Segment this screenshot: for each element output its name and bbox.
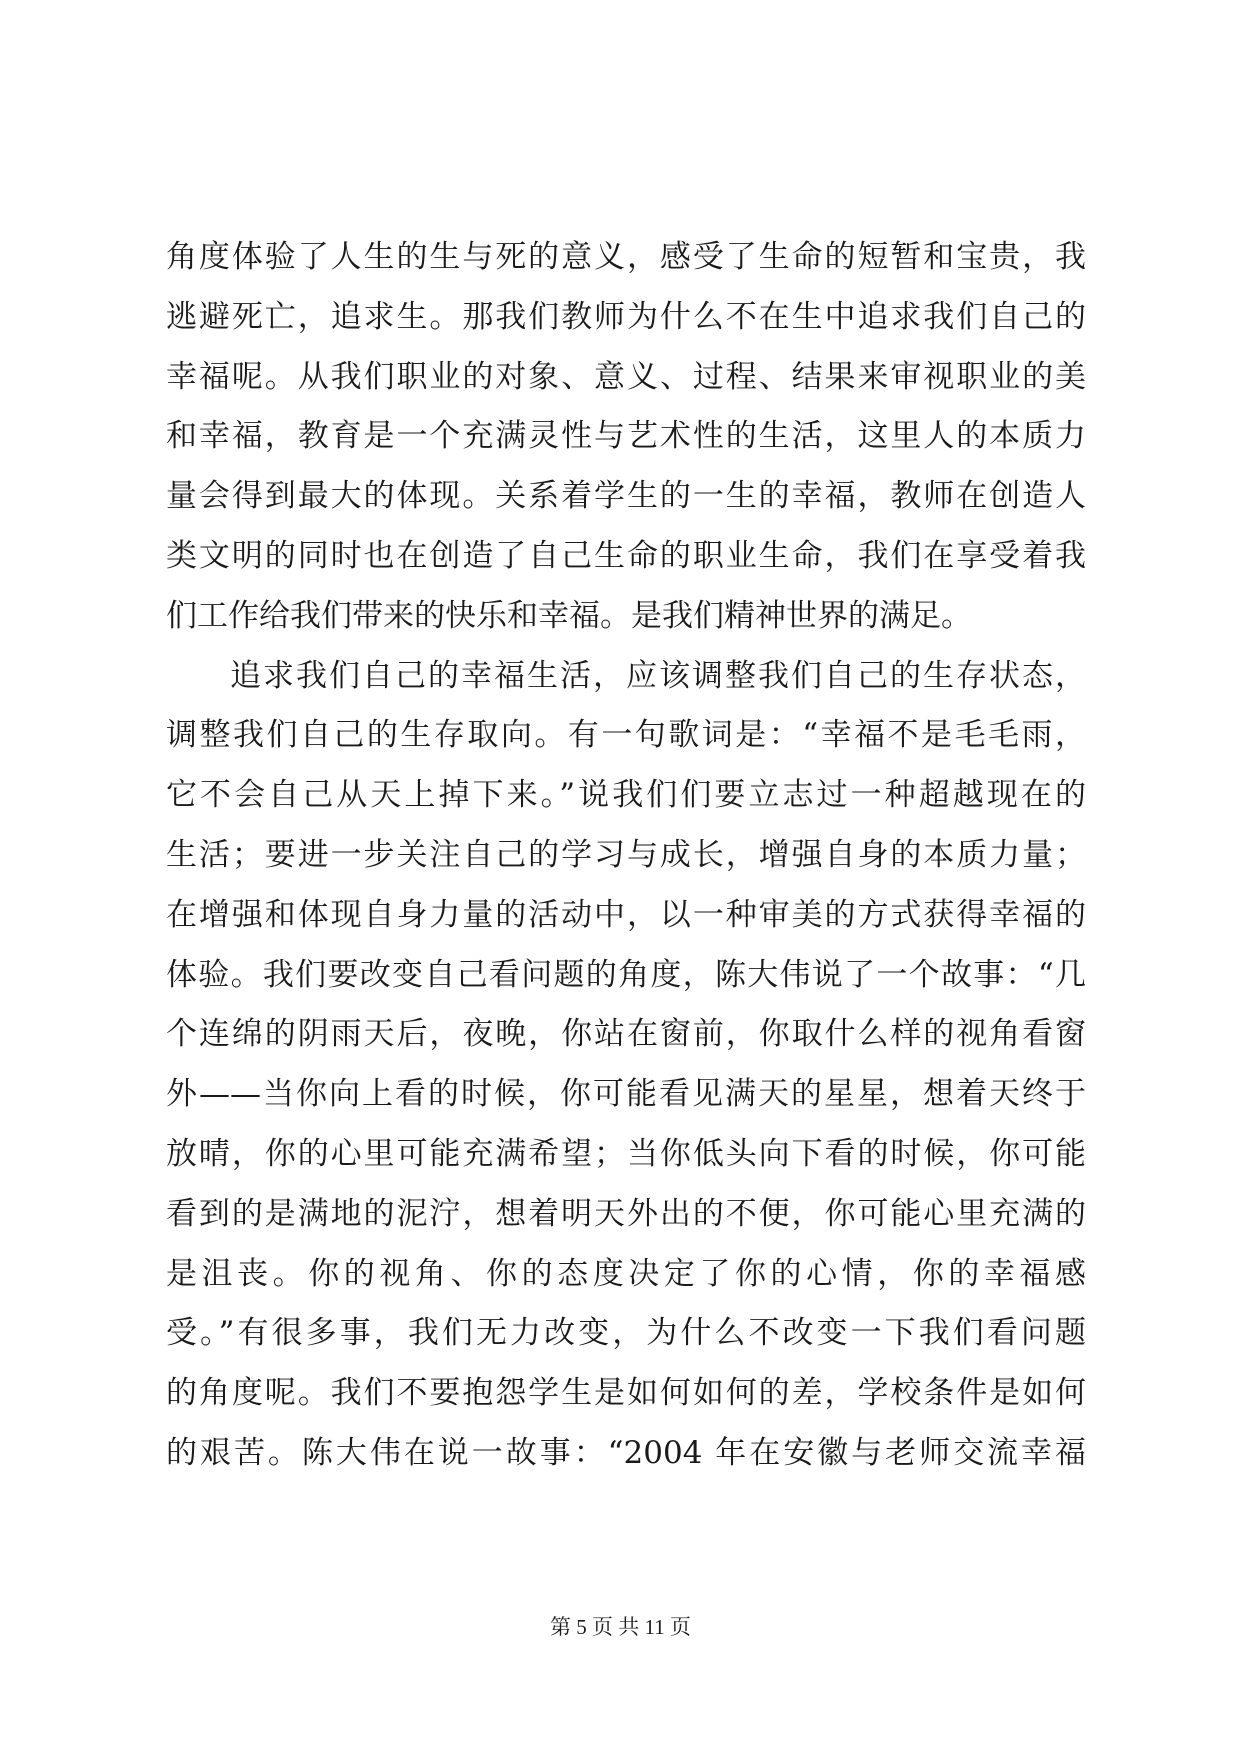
text-line: 幸福呢。从我们职业的对象、意义、过程、结果来审视职业的美 — [166, 358, 1086, 395]
text-line: 在增强和体现自身力量的活动中，以一种审美的方式获得幸福的 — [166, 896, 1086, 933]
text-line: 调整我们自己的生存取向。有一句歌词是：“幸福不是毛毛雨， — [166, 717, 1086, 754]
text-line: 外——当你向上看的时候，你可能看见满天的星星，想着天终于 — [166, 1076, 1086, 1113]
text-line: 量会得到最大的体现。关系着学生的一生的幸福，教师在创造人 — [166, 478, 1086, 515]
text-line: 受。”有很多事，我们无力改变，为什么不改变一下我们看问题 — [166, 1315, 1086, 1352]
text-line: 是沮丧。你的视角、你的态度决定了你的心情，你的幸福感 — [166, 1255, 1086, 1292]
page-number-label: 第 5 页 共 11 页 — [550, 1615, 691, 1639]
text-line: 体验。我们要改变自己看问题的角度，陈大伟说了一个故事：“几 — [166, 956, 1086, 993]
body-text — [166, 228, 1086, 1484]
text-line: 和幸福，教育是一个充满灵性与艺术性的生活，这里人的本质力 — [166, 418, 1086, 455]
text-line: 们工作给我们带来的快乐和幸福。是我们精神世界的满足。 — [166, 597, 972, 634]
text-line: 的艰苦。陈大伟在说一故事：“2004 年在安徽与老师交流幸福 — [166, 1434, 1086, 1471]
text-line: 逃避死亡，追求生。那我们教师为什么不在生中追求我们自己的 — [166, 298, 1086, 335]
text-line: 个连绵的阴雨天后，夜晚，你站在窗前，你取什么样的视角看窗 — [166, 1016, 1086, 1053]
text-line: 追求我们自己的幸福生活，应该调整我们自己的生存状态， — [230, 657, 1086, 694]
text-line: 它不会自己从天上掉下来。”说我们们要立志过一种超越现在的 — [166, 777, 1086, 814]
text-line: 生活；要进一步关注自己的学习与成长，增强自身的本质力量； — [166, 836, 1086, 873]
page-footer — [0, 1613, 1241, 1641]
text-line: 看到的是满地的泥泞，想着明天外出的不便，你可能心里充满的 — [166, 1195, 1086, 1232]
text-line: 角度体验了人生的生与死的意义，感受了生命的短暂和宝贵，我 — [166, 239, 1086, 275]
text-line: 类文明的同时也在创造了自己生命的职业生命，我们在享受着我 — [166, 537, 1086, 574]
text-line: 的角度呢。我们不要抱怨学生是如何如何的差，学校条件是如何 — [166, 1375, 1086, 1412]
text-line: 放晴，你的心里可能充满希望；当你低头向下看的时候，你可能 — [166, 1135, 1086, 1172]
